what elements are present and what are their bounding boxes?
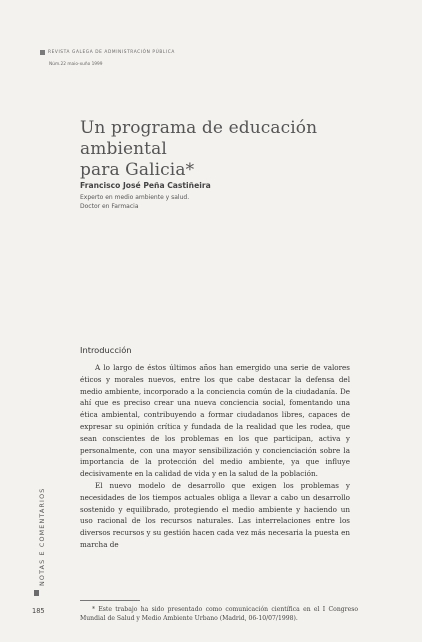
footnote: * Este trabajo ha sido presentado como comunicación científica en el I Congreso Mundial de Salud y Medio Ambiente Urbano (Madrid, 06-10/07/1998). — [80, 606, 358, 622]
square-bullet-icon — [40, 50, 45, 55]
article-title — [80, 118, 380, 181]
body-text — [80, 362, 350, 551]
author-name: Francisco José Peña Castiñeira — [80, 181, 211, 190]
author-degree: Doctor en Farmacia — [80, 203, 139, 210]
square-bullet-icon — [34, 590, 39, 596]
author-block — [80, 181, 211, 211]
paragraph-2: El nuevo modelo de desarrollo que exigen los problemas y necesidades de los tiempos actuales obliga a llevar a cabo un desarrollo sostenido y equilibrado, protegiendo el medio ambiente y haciendo un uso racional de los recursos naturales. Las interrelaciones entre los diversos recursos y su gestión hacen cada vez más necesaria la puesta en marcha de — [80, 480, 350, 549]
footnote-divider — [80, 600, 140, 601]
title-line-1: Un programa de educación ambiental — [80, 118, 318, 159]
page-number: 185 — [32, 607, 45, 615]
title-line-2: para Galicia* — [80, 160, 195, 180]
journal-name: REVISTA GALEGA DE ADMINISTRACIÓN PÚBLICA — [48, 50, 175, 55]
author-role: Experto en medio ambiente y salud. — [80, 194, 190, 201]
section-side-label: NOTAS E COMENTARIOS — [39, 487, 46, 586]
section-heading: Introducción — [80, 345, 132, 355]
journal-issue: Núm.22 maio-xuño 1999 — [49, 62, 103, 67]
paragraph-1: A lo largo de éstos últimos años han emergido una serie de valores éticos y morales nuevos, entre los que cabe destacar la defensa del medio ambiente, incorporado a la conciencia común de la ciudadanía. De ahí que es preciso crear una nueva conciencia social, fomentando una ética ambiental, contribuyendo a formar ciudadanos libres, capaces de expresar su opinión crítica y fundada de la realidad que les rodea, que sean conscientes de los problemas en los que participan, activa y personalmente, con una mayor sensibilización y concienciación sobre la importancia de la protección del medio ambiente, ya que influye decisivamente en la calidad de vida y en la salud de la población. — [80, 363, 350, 479]
journal-header — [40, 42, 175, 67]
